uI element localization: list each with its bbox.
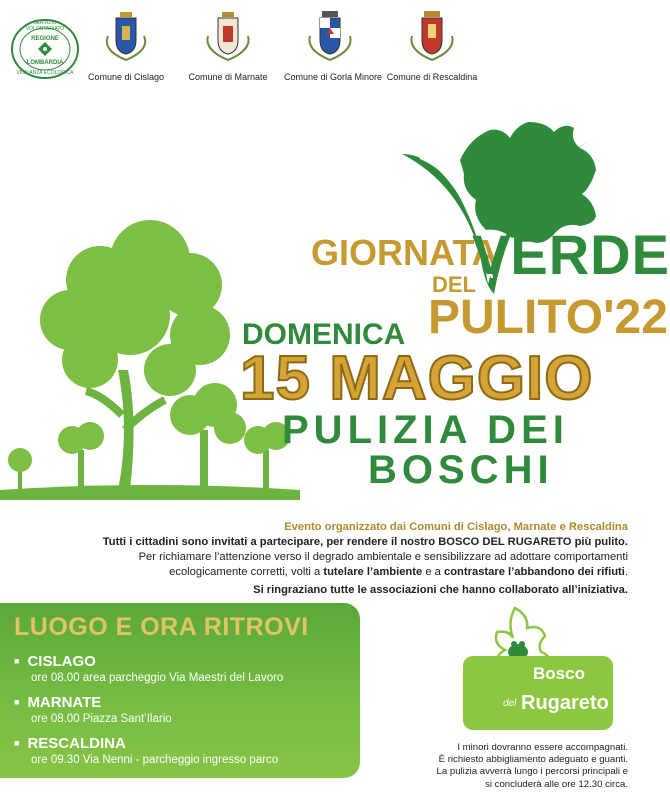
info-line-4 <box>28 565 628 580</box>
info-line-4-e: . <box>624 566 628 578</box>
crest-label-cislago: Comune di Cislago <box>87 72 165 82</box>
badge-text-regione: REGIONE <box>31 36 59 42</box>
footnote-line: La pulizia avverrà lungo i percorsi principali e <box>436 766 628 778</box>
gorla-minore-crest-icon <box>300 10 360 62</box>
location-item <box>14 735 278 766</box>
location-name: ■ CISLAGO <box>14 653 283 670</box>
marnate-crest-icon <box>198 10 258 62</box>
location-name: ■ RESCALDINA <box>14 735 278 752</box>
header-logos <box>0 0 640 90</box>
invite-text: Tutti i cittadini sono invitati a partecipare, per rendere il nostro BOSCO DEL RUGARETO più pulito. <box>102 536 628 548</box>
meeting-points-title: LUOGO E ORA RITROVI <box>14 613 309 641</box>
crest-label-rescaldina: Comune di Rescaldina <box>386 72 478 82</box>
location-item <box>14 694 172 725</box>
location-item <box>14 653 283 684</box>
location-detail: ore 09.30 Via Nenni - parcheggio ingresso parco <box>31 754 279 766</box>
location-detail: ore 08.00 Piazza Sant’Ilario <box>31 713 172 725</box>
badge-text-top: SERVIZIO VOLONTARIATO <box>25 20 65 32</box>
rescaldina-crest-icon <box>402 10 462 62</box>
meeting-points-panel <box>0 603 360 778</box>
thanks-text: Si ringraziano tutte le associazioni che hanno collaborato all’iniziativa. <box>253 584 628 596</box>
location-detail: ore 08.00 area parcheggio Via Maestri del Lavoro <box>31 672 284 684</box>
bosco-logo-del: del <box>503 698 517 709</box>
badge-text-lombardia: LOMBARDIA <box>26 60 64 66</box>
info-line-4-d: contrastare l’abbandono dei rifiuti <box>444 566 625 578</box>
event-title-line1: PULIZIA DEI <box>282 408 569 452</box>
cislago-crest-icon <box>96 10 156 62</box>
bosco-logo-name: Rugareto <box>521 692 609 714</box>
info-line-4-a: ecologicamente corretti, volti a <box>169 566 324 578</box>
headline-verde: VERDE <box>472 223 670 286</box>
crest-label-gorla-minore: Comune di Gorla Minore <box>283 72 383 82</box>
footnote <box>378 742 628 791</box>
headline-giornata: GIORNATA <box>311 232 498 273</box>
footnote-line: È richiesto abbigliamento adeguato e guanti. <box>438 754 628 766</box>
crest-label-marnate: Comune di Marnate <box>188 72 268 82</box>
event-date: 15 MAGGIO <box>240 344 594 413</box>
badge-text-bottom: VIGILANZA ECOLOGICA <box>16 70 74 76</box>
location-name: ■ MARNATE <box>14 694 172 711</box>
organizer-text: Evento organizzato dai Comuni di Cislago, Marnate e Rescaldina <box>284 521 628 533</box>
info-line-3: Per richiamare l’attenzione verso il degrado ambientale e sensibilizzare ad adottare comportamenti <box>138 551 628 563</box>
event-title-line2: BOSCHI <box>368 448 554 492</box>
info-line-4-c: e a <box>422 566 444 578</box>
bosco-rugareto-logo <box>463 656 613 730</box>
headline-pulito: PULITO'22 <box>428 291 668 344</box>
headline-del: DEL <box>432 272 476 297</box>
info-line-4-b: tutelare l’ambiente <box>323 566 423 578</box>
footnote-line: I minori dovranno essere accompagnati. <box>457 742 628 753</box>
footnote-line: si concluderà alle ore 12.30 circa. <box>485 778 628 790</box>
bosco-logo-title: Bosco <box>533 664 585 683</box>
event-info <box>28 520 628 598</box>
event-day: DOMENICA <box>242 318 406 351</box>
